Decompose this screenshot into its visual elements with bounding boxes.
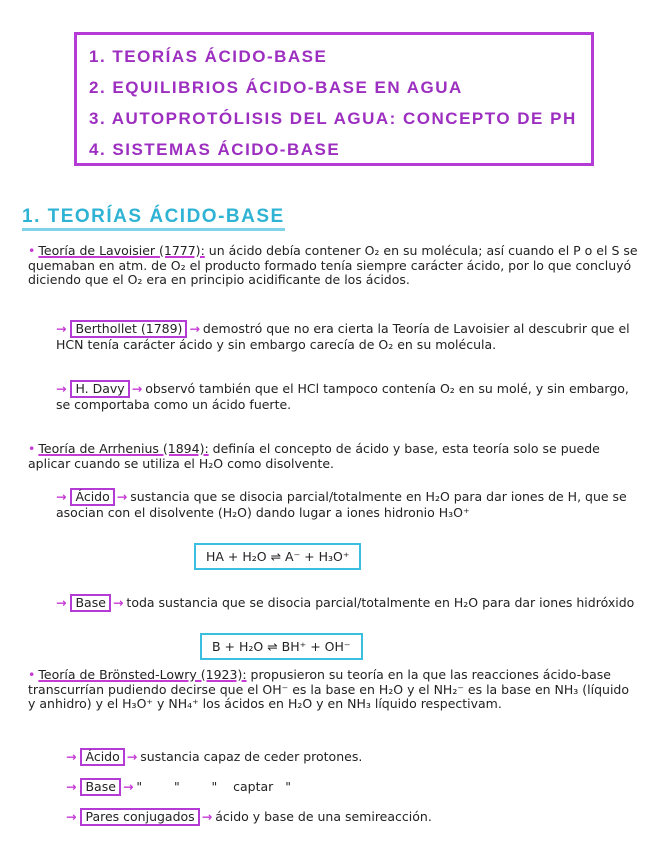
equation-base: B + H₂O ⇌ BH⁺ + OH⁻ [200, 633, 363, 660]
arrow-icon: → [66, 809, 77, 824]
arrhenius-label: Teoría de Arrhenius (1894): [38, 441, 209, 456]
arrow-icon: → [66, 779, 77, 794]
toc-item-3: 3. AUTOPROTÓLISIS DEL AGUA: CONCEPTO DE PH [89, 109, 577, 128]
toc-item-4: 4. SISTEMAS ÁCIDO-BASE [89, 140, 341, 159]
toc-item-2: 2. EQUILIBRIOS ÁCIDO-BASE EN AGUA [89, 78, 463, 97]
berthollet-paragraph [56, 320, 641, 353]
arrow-icon: → [122, 779, 134, 794]
arrow-icon: → [201, 809, 213, 824]
bullet-dot: • [28, 667, 36, 682]
lavoisier-label: Teoría de Lavoisier (1777): [38, 243, 205, 258]
bronsted-pares-text: ácido y base de una semireacción. [215, 809, 432, 824]
davy-text: observó también que el HCl tampoco contenía O₂ en su molé, y sin embargo, se comportaba como un ácido fuerte. [56, 381, 629, 412]
arrhenius-paragraph [28, 442, 638, 471]
arrow-icon: → [66, 749, 77, 764]
bronsted-paragraph [28, 668, 638, 712]
title-underline [22, 228, 285, 231]
bronsted-text: propusieron su teoría en la que las reacciones ácido-base transcurrían pudiendo decirse que el OH⁻ es la base en H₂O y el NH₂⁻ es la base en NH₃ (líquido y anhidro) y el H₃O⁺ y NH₄⁺ los ácidos en H₂O y en NH₃ líquido respectivam. [28, 667, 630, 711]
bronsted-acido-text: sustancia capaz de ceder protones. [140, 749, 363, 764]
bullet-dot: • [28, 441, 36, 456]
davy-label: H. Davy [70, 380, 129, 398]
toc-item-1: 1. TEORÍAS ÁCIDO-BASE [89, 47, 328, 66]
arrow-icon: → [56, 381, 67, 396]
arrow-icon: → [126, 749, 138, 764]
bronsted-base-row [66, 778, 651, 796]
arrow-icon: → [112, 595, 124, 610]
toc-box [74, 32, 594, 166]
arrhenius-acido-label: Ácido [70, 488, 114, 506]
berthollet-text: demostró que no era cierta la Teoría de Lavoisier al descubrir que el HCN tenía carácter ácido y sin embargo carecía de O₂ en su molécula. [56, 321, 630, 352]
bullet-dot: • [28, 243, 36, 258]
davy-paragraph [56, 380, 641, 413]
arrhenius-base-label: Base [70, 594, 110, 612]
arrow-icon: → [116, 489, 128, 504]
bronsted-base-text: " " " captar " [136, 779, 291, 794]
berthollet-label: Berthollet (1789) [70, 320, 187, 338]
arrhenius-acido-paragraph [56, 488, 641, 521]
arrow-icon: → [131, 381, 143, 396]
lavoisier-text: un ácido debía contener O₂ en su molécula; así cuando el P o el S se quemaban en atm. de O₂ el producto formado tenía siempre carácter ácido, por lo que concluyó diciendo que el O₂ era en principio acidificante de los ácidos. [28, 243, 638, 287]
bronsted-pares-row [66, 808, 651, 826]
bronsted-acido-row [66, 748, 651, 766]
section-title [22, 206, 285, 228]
arrhenius-base-text: toda sustancia que se disocia parcial/totalmente en H₂O para dar iones hidróxido [126, 595, 635, 610]
arrhenius-acido-text: sustancia que se disocia parcial/totalmente en H₂O para dar iones de H, que se asocian con el disolvente (H₂O) dando lugar a iones hidronio H₃O⁺ [56, 489, 627, 520]
bronsted-base-label: Base [80, 778, 120, 796]
arrhenius-text: definía el concepto de ácido y base, esta teoría solo se puede aplicar cuando se utiliza el H₂O como disolvente. [28, 441, 600, 471]
section-title-text: 1. TEORÍAS ÁCIDO-BASE [22, 206, 285, 227]
arrow-icon: → [56, 595, 67, 610]
arrhenius-base-paragraph [56, 594, 641, 612]
arrow-icon: → [56, 489, 67, 504]
equation-acid: HA + H₂O ⇌ A⁻ + H₃O⁺ [194, 543, 361, 570]
bronsted-label: Teoría de Brönsted-Lowry (1923): [38, 667, 247, 682]
lavoisier-paragraph [28, 244, 638, 288]
bronsted-acido-label: Ácido [80, 748, 124, 766]
arrow-icon: → [189, 321, 200, 336]
arrow-icon: → [56, 321, 67, 336]
bronsted-pares-label: Pares conjugados [80, 808, 199, 826]
